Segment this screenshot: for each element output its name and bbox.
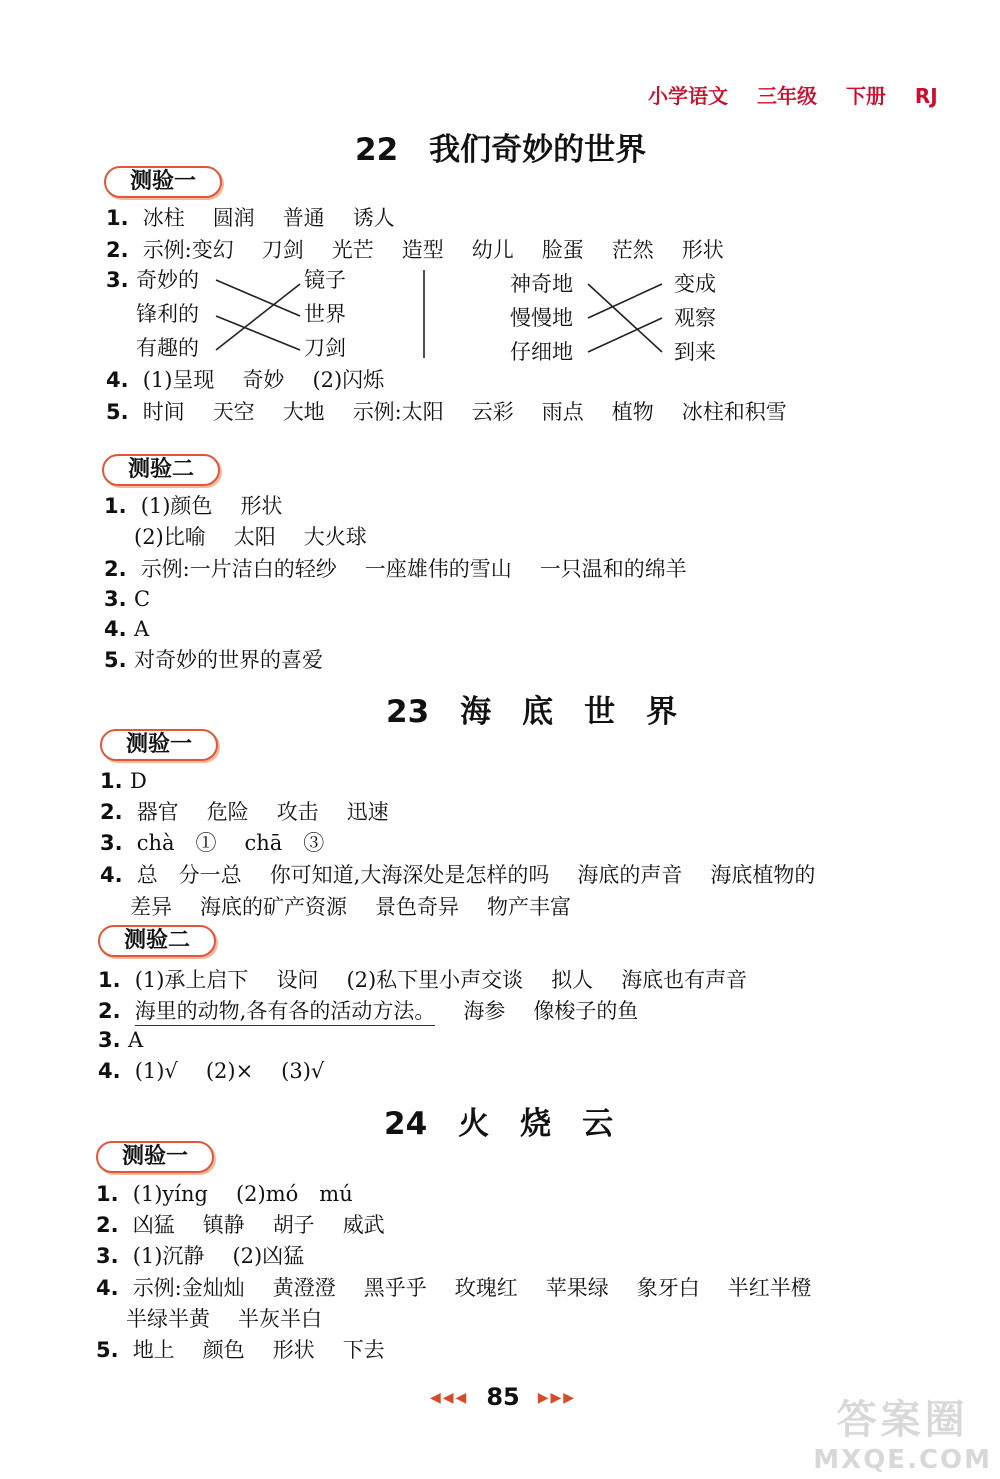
match-line (588, 284, 662, 318)
match-right-b-1: 观察 (674, 306, 716, 330)
left-arrows-icon: ◀◀◀ (430, 1390, 469, 1406)
quiz-badge-24-1: 测验一 (96, 1141, 214, 1173)
answer-22-2-3: 3. C (104, 587, 151, 611)
answer-23-1-1: 1. D (100, 769, 147, 793)
match-left-b-0: 镜子 (304, 268, 346, 292)
match-right-b-2: 到来 (674, 340, 716, 364)
answer-22-1-1: 1. 冰柱 圆润 普通 诱人 (106, 206, 395, 230)
match-line (216, 316, 300, 350)
match-line (216, 280, 300, 316)
answer-23-1-4a: 4. 总 分一总 你可知道,大海深处是怎样的吗 海底的声音 海底植物的 (100, 863, 816, 887)
answer-22-1-4: 4. (1)呈现 奇妙 (2)闪烁 (106, 368, 385, 392)
answer-24-1-3: 3. (1)沉静 (2)凶猛 (96, 1244, 305, 1268)
match-right-b-0: 变成 (674, 272, 716, 296)
answer-22-2-4: 4. A (104, 617, 150, 641)
match-left-b-2: 刀剑 (304, 336, 346, 360)
match-left-a-1: 锋利的 (136, 302, 199, 326)
quiz-badge-22-2: 测验二 (102, 454, 220, 486)
book-header (648, 80, 938, 109)
match-right-a-2: 仔细地 (510, 340, 573, 364)
underlined-answer: 海里的动物,各有各的活动方法。 (135, 997, 436, 1026)
watermark-top: 答案圈 (836, 1397, 969, 1443)
lesson-22-title: 22 我们奇妙的世界 (355, 132, 647, 168)
quiz-badge-22-1: 测验一 (104, 166, 222, 198)
lesson-23-title: 23 海 底 世 界 (386, 694, 678, 730)
match-left-a-0: 奇妙的 (136, 268, 199, 292)
header-subject: 小学语文 (648, 84, 728, 108)
header-edition: RJ (914, 84, 938, 108)
quiz-badge-23-2: 测验二 (98, 925, 216, 957)
answer-24-1-4a: 4. 示例:金灿灿 黄澄澄 黑乎乎 玫瑰红 苹果绿 象牙白 半红半橙 (96, 1276, 812, 1300)
match-left-b-1: 世界 (304, 302, 346, 326)
match-line (588, 284, 662, 352)
answer-23-2-1: 1. (1)承上启下 设问 (2)私下里小声交谈 拟人 海底也有声音 (98, 968, 748, 992)
answer-23-2-2: 2. 海里的动物,各有各的活动方法。 海参 像梭子的鱼 (98, 997, 638, 1026)
header-volume: 下册 (845, 84, 886, 108)
answer-22-2-2: 2. 示例:一片洁白的轻纱 一座雄伟的雪山 一只温和的绵羊 (104, 557, 687, 581)
header-grade: 三年级 (756, 84, 817, 108)
match-right-a-0: 神奇地 (510, 272, 573, 296)
match-line (588, 318, 662, 352)
page-number: 85 (486, 1383, 520, 1411)
lesson-24-title: 24 火 烧 云 (384, 1106, 614, 1142)
answer-22-2-1b: (2)比喻 太阳 大火球 (134, 525, 367, 549)
answer-24-1-1: 1. (1)yíng (2)mó mú (96, 1182, 353, 1206)
answer-23-1-4b: 差异 海底的矿产资源 景色奇异 物产丰富 (130, 895, 571, 919)
quiz-badge-23-1: 测验一 (100, 729, 218, 761)
answer-24-1-4b: 半绿半黄 半灰半白 (126, 1307, 322, 1331)
answer-24-1-5: 5. 地上 颜色 形状 下去 (96, 1338, 385, 1362)
match-line (216, 284, 300, 350)
answer-22-1-2: 2. 示例:变幻 刀剑 光芒 造型 幼儿 脸蛋 茫然 形状 (106, 238, 724, 262)
match-right-a-1: 慢慢地 (510, 306, 573, 330)
answer-23-2-3: 3. A (98, 1028, 144, 1052)
match-left-a-2: 有趣的 (136, 336, 199, 360)
answer-23-2-4: 4. (1)√ (2)× (3)√ (98, 1059, 325, 1083)
answer-22-2-1a: 1. (1)颜色 形状 (104, 494, 283, 518)
page-footer (430, 1383, 576, 1411)
answer-22-1-5: 5. 时间 天空 大地 示例:太阳 云彩 雨点 植物 冰柱和积雪 (106, 400, 787, 424)
right-arrows-icon: ▶▶▶ (537, 1390, 577, 1406)
answer-24-1-2: 2. 凶猛 镇静 胡子 威武 (96, 1213, 385, 1237)
answer-22-2-5: 5. 对奇妙的世界的喜爱 (104, 648, 323, 672)
watermark (813, 1388, 992, 1475)
answer-22-1-3-num: 3. (106, 268, 129, 292)
watermark-bottom: MXQE.COM (813, 1445, 992, 1475)
answer-23-1-3: 3. chà ① chā ③ (100, 831, 325, 855)
matching-lines (200, 262, 700, 372)
answer-23-1-2: 2. 器官 危险 攻击 迅速 (100, 800, 389, 824)
